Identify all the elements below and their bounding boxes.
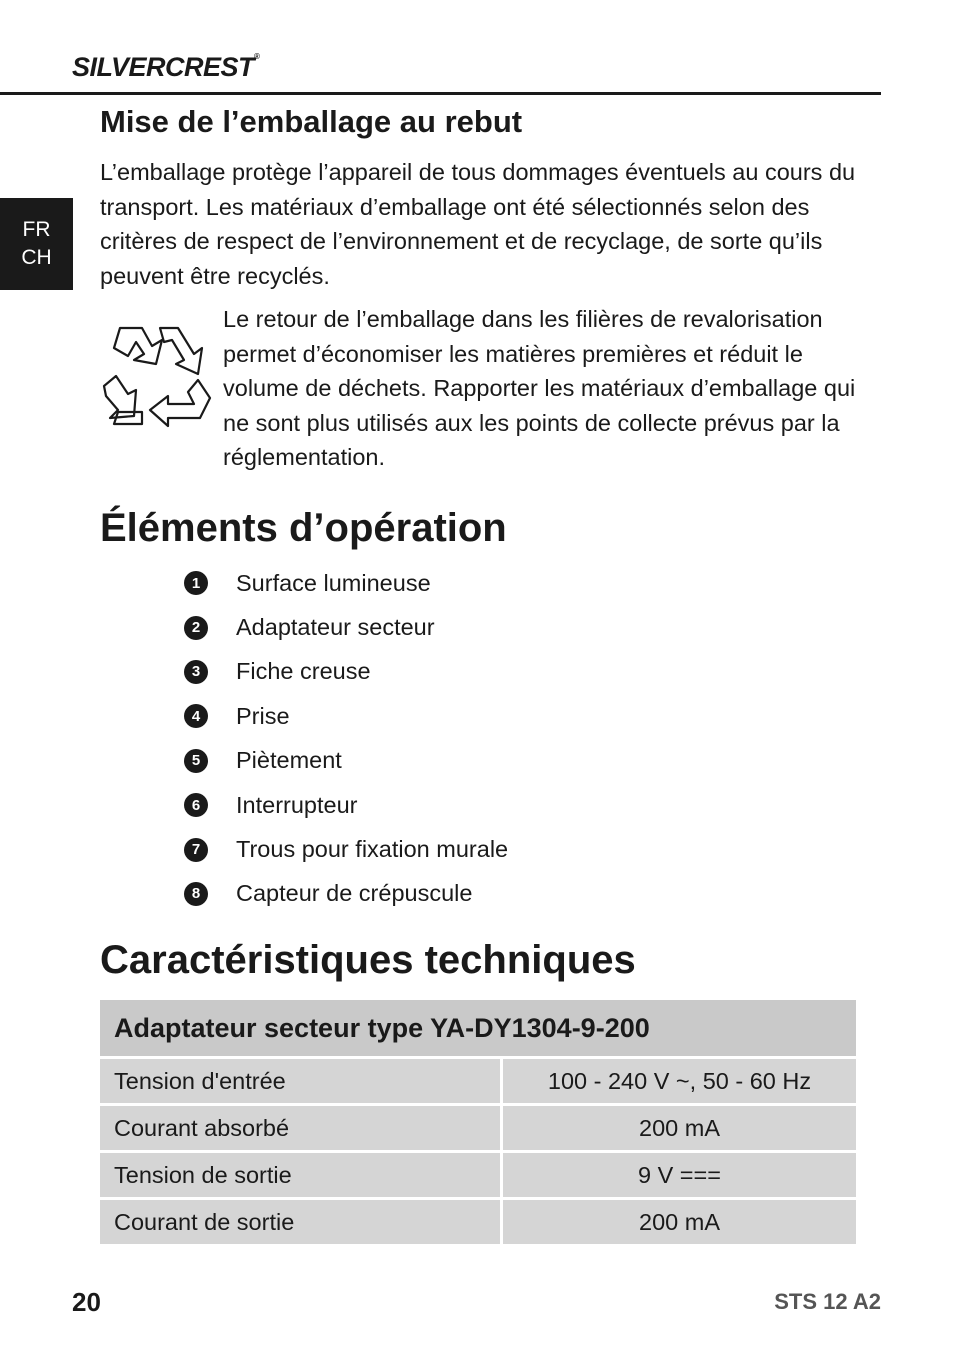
packaging-paragraph-1: L’emballage protège l’appareil de tous dommages éventuels au cours du transport. Les matériaux d’emballage ont été sélectionnés selon des critères de respect de l’environnement et de recyclage, de sorte qu’ils peuvent être recyclés. <box>100 159 856 289</box>
packaging-paragraph-2: Le retour de l’emballage dans les filières de revalorisation permet d’économiser les matières premières et réduit le volume de déchets. Rapporter les matériaux d’emballage qui ne sont plus utilisés aux les points de collecte prévus par la réglementation. <box>223 306 856 470</box>
item-number-badge: 8 <box>184 882 208 906</box>
language-tab <box>0 198 73 290</box>
spec-value: 100 - 240 V ~, 50 - 60 Hz <box>500 1059 856 1106</box>
item-number-badge: 3 <box>184 660 208 684</box>
silvercrest-logo <box>72 52 259 83</box>
spec-value: 9 V === <box>500 1153 856 1200</box>
logo-text: SILVERCREST <box>72 52 255 82</box>
list-item <box>184 650 508 694</box>
registered-mark: ® <box>254 52 260 61</box>
spec-label: Tension de sortie <box>100 1153 500 1200</box>
item-label: Trous pour fixation murale <box>236 836 509 863</box>
item-number-badge: 5 <box>184 749 208 773</box>
table-row <box>100 1200 856 1247</box>
item-label: Interrupteur <box>236 791 358 818</box>
item-label: Surface lumineuse <box>236 569 431 596</box>
table-header-row <box>100 1000 856 1059</box>
spec-label: Tension d'entrée <box>100 1059 500 1106</box>
recycling-icon <box>98 320 214 432</box>
elements-title: Éléments d’opération <box>100 506 507 550</box>
spec-label: Courant de sortie <box>100 1200 500 1247</box>
header-rule <box>0 92 881 95</box>
item-label: Fiche creuse <box>236 658 371 685</box>
packaging-title: Mise de l’emballage au rebut <box>100 104 523 139</box>
item-label: Capteur de crépuscule <box>236 880 473 907</box>
item-label: Prise <box>236 702 290 729</box>
list-item <box>184 827 508 871</box>
spec-label: Courant absorbé <box>100 1106 500 1153</box>
item-number-badge: 2 <box>184 616 208 640</box>
list-item <box>184 561 508 605</box>
elements-list <box>184 561 508 916</box>
item-number-badge: 6 <box>184 793 208 817</box>
lang-code-fr: FR <box>22 218 51 241</box>
item-number-badge: 7 <box>184 838 208 862</box>
table-row <box>100 1153 856 1200</box>
spec-value: 200 mA <box>500 1200 856 1247</box>
item-number-badge: 1 <box>184 571 208 595</box>
table-row <box>100 1059 856 1106</box>
spec-value: 200 mA <box>500 1106 856 1153</box>
item-label: Piètement <box>236 747 342 774</box>
specs-title: Caractéristiques techniques <box>100 938 636 982</box>
list-item <box>184 872 508 916</box>
page-number: 20 <box>72 1287 101 1317</box>
table-header: Adaptateur secteur type YA-DY1304-9-200 <box>100 1000 856 1059</box>
list-item <box>184 694 508 738</box>
list-item <box>184 739 508 783</box>
item-label: Adaptateur secteur <box>236 614 435 641</box>
table-row <box>100 1106 856 1153</box>
item-number-badge: 4 <box>184 704 208 728</box>
lang-code-ch: CH <box>21 246 52 269</box>
model-number: STS 12 A2 <box>774 1289 881 1314</box>
specs-table <box>100 1000 856 1247</box>
list-item <box>184 783 508 827</box>
list-item <box>184 605 508 649</box>
